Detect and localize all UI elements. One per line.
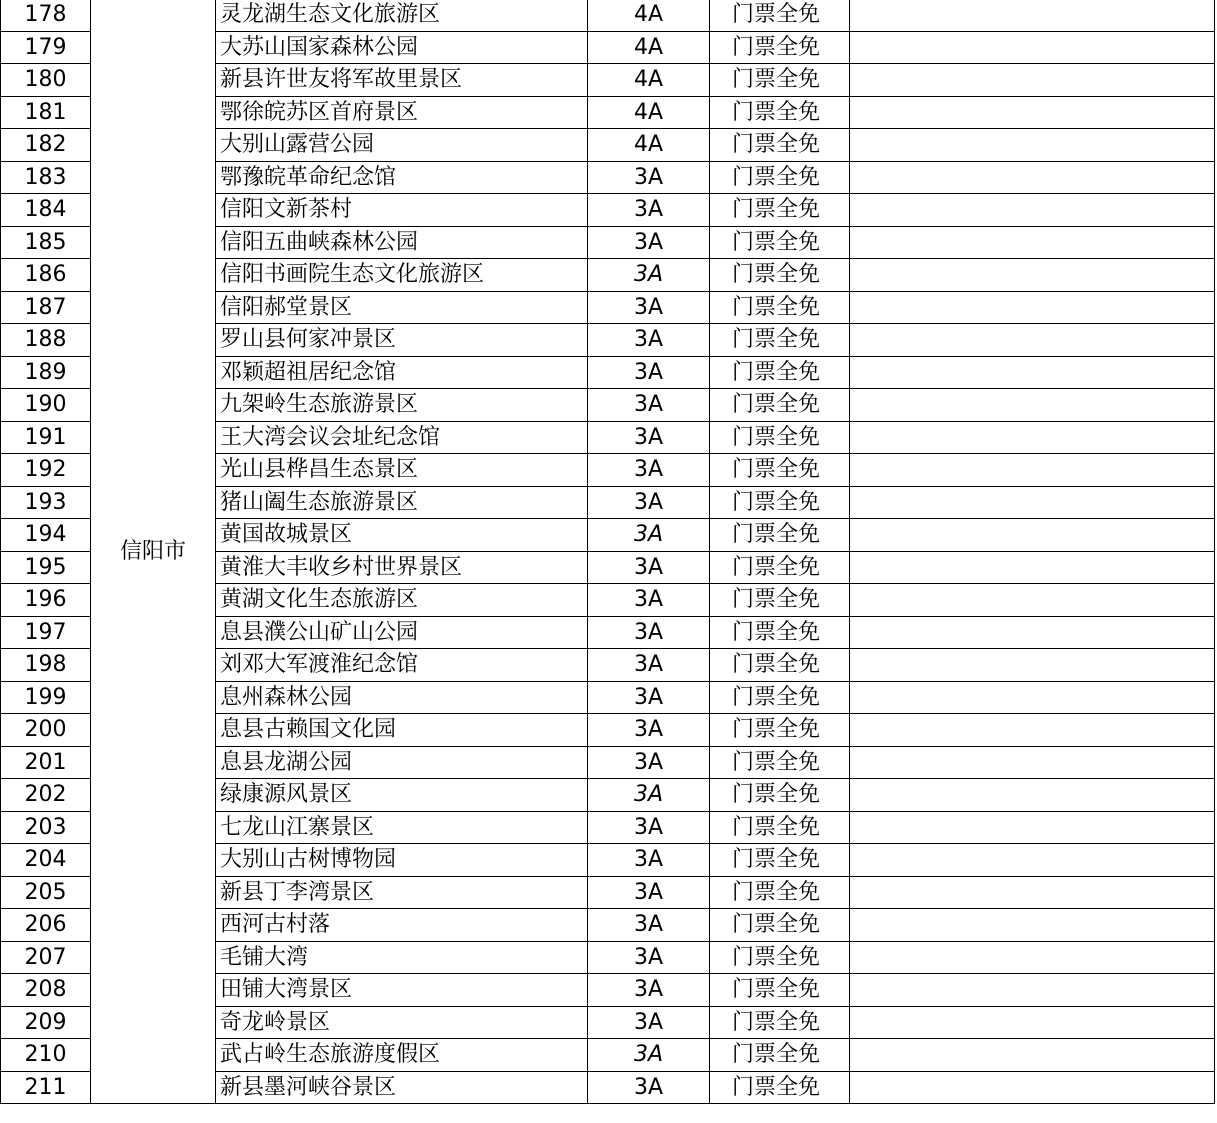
empty-cell[interactable] (850, 64, 1215, 97)
row-number-cell[interactable]: 189 (1, 356, 91, 389)
empty-cell[interactable] (850, 486, 1215, 519)
grade-cell[interactable]: 4A (588, 31, 710, 64)
ticket-policy-cell[interactable]: 门票全免 (710, 96, 850, 129)
grade-cell[interactable]: 3A (588, 974, 710, 1007)
empty-cell[interactable] (850, 1006, 1215, 1039)
grade-cell[interactable]: 3A (588, 1006, 710, 1039)
scenic-spot-name-cell[interactable]: 信阳文新茶村 (216, 194, 588, 227)
grade-cell[interactable]: 4A (588, 96, 710, 129)
row-number-cell[interactable]: 200 (1, 714, 91, 747)
empty-cell[interactable] (850, 324, 1215, 357)
scenic-spot-name-cell[interactable]: 奇龙岭景区 (216, 1006, 588, 1039)
grade-cell[interactable]: 4A (588, 64, 710, 97)
ticket-policy-cell[interactable]: 门票全免 (710, 64, 850, 97)
scenic-spot-name-cell[interactable]: 刘邓大军渡淮纪念馆 (216, 649, 588, 682)
empty-cell[interactable] (850, 389, 1215, 422)
grade-cell[interactable]: 3A (588, 389, 710, 422)
ticket-policy-cell[interactable]: 门票全免 (710, 1006, 850, 1039)
scenic-spot-name-cell[interactable]: 王大湾会议会址纪念馆 (216, 421, 588, 454)
empty-cell[interactable] (850, 681, 1215, 714)
empty-cell[interactable] (850, 454, 1215, 487)
empty-cell[interactable] (850, 746, 1215, 779)
ticket-policy-cell[interactable]: 门票全免 (710, 941, 850, 974)
row-number-cell[interactable]: 180 (1, 64, 91, 97)
empty-cell[interactable] (850, 31, 1215, 64)
row-number-cell[interactable]: 209 (1, 1006, 91, 1039)
row-number-cell[interactable]: 178 (1, 0, 91, 31)
ticket-policy-cell[interactable]: 门票全免 (710, 454, 850, 487)
row-number-cell[interactable]: 194 (1, 519, 91, 552)
ticket-policy-cell[interactable]: 门票全免 (710, 486, 850, 519)
city-cell[interactable]: 信阳市 (91, 0, 216, 1104)
scenic-spot-name-cell[interactable]: 黄湖文化生态旅游区 (216, 584, 588, 617)
row-number-cell[interactable]: 199 (1, 681, 91, 714)
scenic-spot-name-cell[interactable]: 黄淮大丰收乡村世界景区 (216, 551, 588, 584)
scenic-spot-name-cell[interactable]: 信阳郝堂景区 (216, 291, 588, 324)
scenic-spot-name-cell[interactable]: 息县龙湖公园 (216, 746, 588, 779)
scenic-spot-name-cell[interactable]: 鄂徐皖苏区首府景区 (216, 96, 588, 129)
ticket-policy-cell[interactable]: 门票全免 (710, 389, 850, 422)
empty-cell[interactable] (850, 0, 1215, 31)
row-number-cell[interactable]: 202 (1, 779, 91, 812)
scenic-spot-name-cell[interactable]: 灵龙湖生态文化旅游区 (216, 0, 588, 31)
row-number-cell[interactable]: 187 (1, 291, 91, 324)
scenic-spot-name-cell[interactable]: 猪山阖生态旅游景区 (216, 486, 588, 519)
ticket-policy-cell[interactable]: 门票全免 (710, 844, 850, 877)
row-number-cell[interactable]: 205 (1, 876, 91, 909)
ticket-policy-cell[interactable]: 门票全免 (710, 649, 850, 682)
grade-cell[interactable]: 3A (588, 681, 710, 714)
grade-cell[interactable]: 3A (588, 194, 710, 227)
empty-cell[interactable] (850, 519, 1215, 552)
scenic-spot-name-cell[interactable]: 光山县桦昌生态景区 (216, 454, 588, 487)
row-number-cell[interactable]: 206 (1, 909, 91, 942)
scenic-spot-name-cell[interactable]: 鄂豫皖革命纪念馆 (216, 161, 588, 194)
row-number-cell[interactable]: 188 (1, 324, 91, 357)
scenic-spot-name-cell[interactable]: 罗山县何家冲景区 (216, 324, 588, 357)
grade-cell[interactable]: 3A (588, 941, 710, 974)
grade-cell[interactable]: 3A (588, 486, 710, 519)
empty-cell[interactable] (850, 909, 1215, 942)
grade-cell[interactable]: 4A (588, 0, 710, 31)
grade-cell[interactable]: 3A (588, 811, 710, 844)
empty-cell[interactable] (850, 844, 1215, 877)
row-number-cell[interactable]: 195 (1, 551, 91, 584)
row-number-cell[interactable]: 196 (1, 584, 91, 617)
ticket-policy-cell[interactable]: 门票全免 (710, 356, 850, 389)
row-number-cell[interactable]: 186 (1, 259, 91, 292)
grade-cell[interactable]: 3A (588, 324, 710, 357)
grade-cell[interactable]: 3A (588, 584, 710, 617)
ticket-policy-cell[interactable]: 门票全免 (710, 811, 850, 844)
scenic-spot-name-cell[interactable]: 大别山露营公园 (216, 129, 588, 162)
ticket-policy-cell[interactable]: 门票全免 (710, 291, 850, 324)
ticket-policy-cell[interactable]: 门票全免 (710, 1071, 850, 1104)
scenic-spot-name-cell[interactable]: 七龙山江寨景区 (216, 811, 588, 844)
ticket-policy-cell[interactable]: 门票全免 (710, 0, 850, 31)
ticket-policy-cell[interactable]: 门票全免 (710, 129, 850, 162)
ticket-policy-cell[interactable]: 门票全免 (710, 226, 850, 259)
scenic-spot-name-cell[interactable]: 毛铺大湾 (216, 941, 588, 974)
scenic-spot-name-cell[interactable]: 息州森林公园 (216, 681, 588, 714)
empty-cell[interactable] (850, 811, 1215, 844)
grade-cell[interactable]: 3A (588, 226, 710, 259)
row-number-cell[interactable]: 182 (1, 129, 91, 162)
empty-cell[interactable] (850, 226, 1215, 259)
row-number-cell[interactable]: 184 (1, 194, 91, 227)
row-number-cell[interactable]: 201 (1, 746, 91, 779)
grade-cell[interactable]: 3A (588, 616, 710, 649)
scenic-spot-name-cell[interactable]: 黄国故城景区 (216, 519, 588, 552)
grade-cell[interactable]: 4A (588, 129, 710, 162)
empty-cell[interactable] (850, 291, 1215, 324)
grade-cell[interactable]: 3A (588, 161, 710, 194)
empty-cell[interactable] (850, 941, 1215, 974)
scenic-spot-name-cell[interactable]: 大别山古树博物园 (216, 844, 588, 877)
grade-cell[interactable]: 3A (588, 291, 710, 324)
scenic-spot-name-cell[interactable]: 息县濮公山矿山公园 (216, 616, 588, 649)
ticket-policy-cell[interactable]: 门票全免 (710, 616, 850, 649)
empty-cell[interactable] (850, 1039, 1215, 1072)
scenic-spot-name-cell[interactable]: 九架岭生态旅游景区 (216, 389, 588, 422)
empty-cell[interactable] (850, 779, 1215, 812)
ticket-policy-cell[interactable]: 门票全免 (710, 909, 850, 942)
scenic-spot-name-cell[interactable]: 大苏山国家森林公园 (216, 31, 588, 64)
row-number-cell[interactable]: 210 (1, 1039, 91, 1072)
empty-cell[interactable] (850, 649, 1215, 682)
row-number-cell[interactable]: 191 (1, 421, 91, 454)
row-number-cell[interactable]: 198 (1, 649, 91, 682)
empty-cell[interactable] (850, 96, 1215, 129)
row-number-cell[interactable]: 207 (1, 941, 91, 974)
row-number-cell[interactable]: 185 (1, 226, 91, 259)
empty-cell[interactable] (850, 1071, 1215, 1104)
grade-cell[interactable]: 3A (588, 844, 710, 877)
empty-cell[interactable] (850, 194, 1215, 227)
scenic-spot-name-cell[interactable]: 息县古赖国文化园 (216, 714, 588, 747)
ticket-policy-cell[interactable]: 门票全免 (710, 194, 850, 227)
grade-cell[interactable]: 3A (588, 909, 710, 942)
grade-cell[interactable]: 3A (588, 649, 710, 682)
row-number-cell[interactable]: 211 (1, 1071, 91, 1104)
empty-cell[interactable] (850, 356, 1215, 389)
ticket-policy-cell[interactable]: 门票全免 (710, 876, 850, 909)
row-number-cell[interactable]: 204 (1, 844, 91, 877)
ticket-policy-cell[interactable]: 门票全免 (710, 519, 850, 552)
ticket-policy-cell[interactable]: 门票全免 (710, 551, 850, 584)
ticket-policy-cell[interactable]: 门票全免 (710, 31, 850, 64)
empty-cell[interactable] (850, 876, 1215, 909)
grade-cell[interactable]: 3A (588, 746, 710, 779)
grade-cell[interactable]: 3A (588, 876, 710, 909)
empty-cell[interactable] (850, 584, 1215, 617)
row-number-cell[interactable]: 203 (1, 811, 91, 844)
empty-cell[interactable] (850, 714, 1215, 747)
scenic-spot-name-cell[interactable]: 新县许世友将军故里景区 (216, 64, 588, 97)
row-number-cell[interactable]: 193 (1, 486, 91, 519)
row-number-cell[interactable]: 181 (1, 96, 91, 129)
grade-cell[interactable]: 3A (588, 1071, 710, 1104)
grade-cell[interactable]: 3A (588, 779, 710, 812)
empty-cell[interactable] (850, 551, 1215, 584)
empty-cell[interactable] (850, 421, 1215, 454)
table-row (1, 0, 1215, 31)
scenic-spot-name-cell[interactable]: 信阳书画院生态文化旅游区 (216, 259, 588, 292)
grade-cell[interactable]: 3A (588, 259, 710, 292)
empty-cell[interactable] (850, 974, 1215, 1007)
grade-cell[interactable]: 3A (588, 356, 710, 389)
scenic-spot-name-cell[interactable]: 田铺大湾景区 (216, 974, 588, 1007)
empty-cell[interactable] (850, 129, 1215, 162)
grade-cell[interactable]: 3A (588, 1039, 710, 1072)
row-number-cell[interactable]: 208 (1, 974, 91, 1007)
scenic-spot-name-cell[interactable]: 绿康源风景区 (216, 779, 588, 812)
ticket-policy-cell[interactable]: 门票全免 (710, 324, 850, 357)
scenic-spot-name-cell[interactable]: 新县丁李湾景区 (216, 876, 588, 909)
empty-cell[interactable] (850, 616, 1215, 649)
grade-cell[interactable]: 3A (588, 421, 710, 454)
scenic-spot-name-cell[interactable]: 新县墨河峡谷景区 (216, 1071, 588, 1104)
row-number-cell[interactable]: 197 (1, 616, 91, 649)
row-number-cell[interactable]: 179 (1, 31, 91, 64)
table-body (1, 0, 1215, 1104)
row-number-cell[interactable]: 192 (1, 454, 91, 487)
ticket-policy-cell[interactable]: 门票全免 (710, 1039, 850, 1072)
scenic-spot-name-cell[interactable]: 邓颖超祖居纪念馆 (216, 356, 588, 389)
empty-cell[interactable] (850, 161, 1215, 194)
grade-cell[interactable]: 3A (588, 519, 710, 552)
ticket-policy-cell[interactable]: 门票全免 (710, 779, 850, 812)
row-number-cell[interactable]: 190 (1, 389, 91, 422)
ticket-policy-cell[interactable]: 门票全免 (710, 714, 850, 747)
ticket-policy-cell[interactable]: 门票全免 (710, 974, 850, 1007)
grade-cell[interactable]: 3A (588, 714, 710, 747)
scenic-spot-name-cell[interactable]: 西河古村落 (216, 909, 588, 942)
ticket-policy-cell[interactable]: 门票全免 (710, 161, 850, 194)
scenic-spot-name-cell[interactable]: 信阳五曲峡森林公园 (216, 226, 588, 259)
grade-cell[interactable]: 3A (588, 551, 710, 584)
scenic-spot-name-cell[interactable]: 武占岭生态旅游度假区 (216, 1039, 588, 1072)
ticket-policy-cell[interactable]: 门票全免 (710, 259, 850, 292)
grade-cell[interactable]: 3A (588, 454, 710, 487)
empty-cell[interactable] (850, 259, 1215, 292)
ticket-policy-cell[interactable]: 门票全免 (710, 584, 850, 617)
ticket-policy-cell[interactable]: 门票全免 (710, 746, 850, 779)
row-number-cell[interactable]: 183 (1, 161, 91, 194)
ticket-policy-cell[interactable]: 门票全免 (710, 421, 850, 454)
ticket-policy-cell[interactable]: 门票全免 (710, 681, 850, 714)
